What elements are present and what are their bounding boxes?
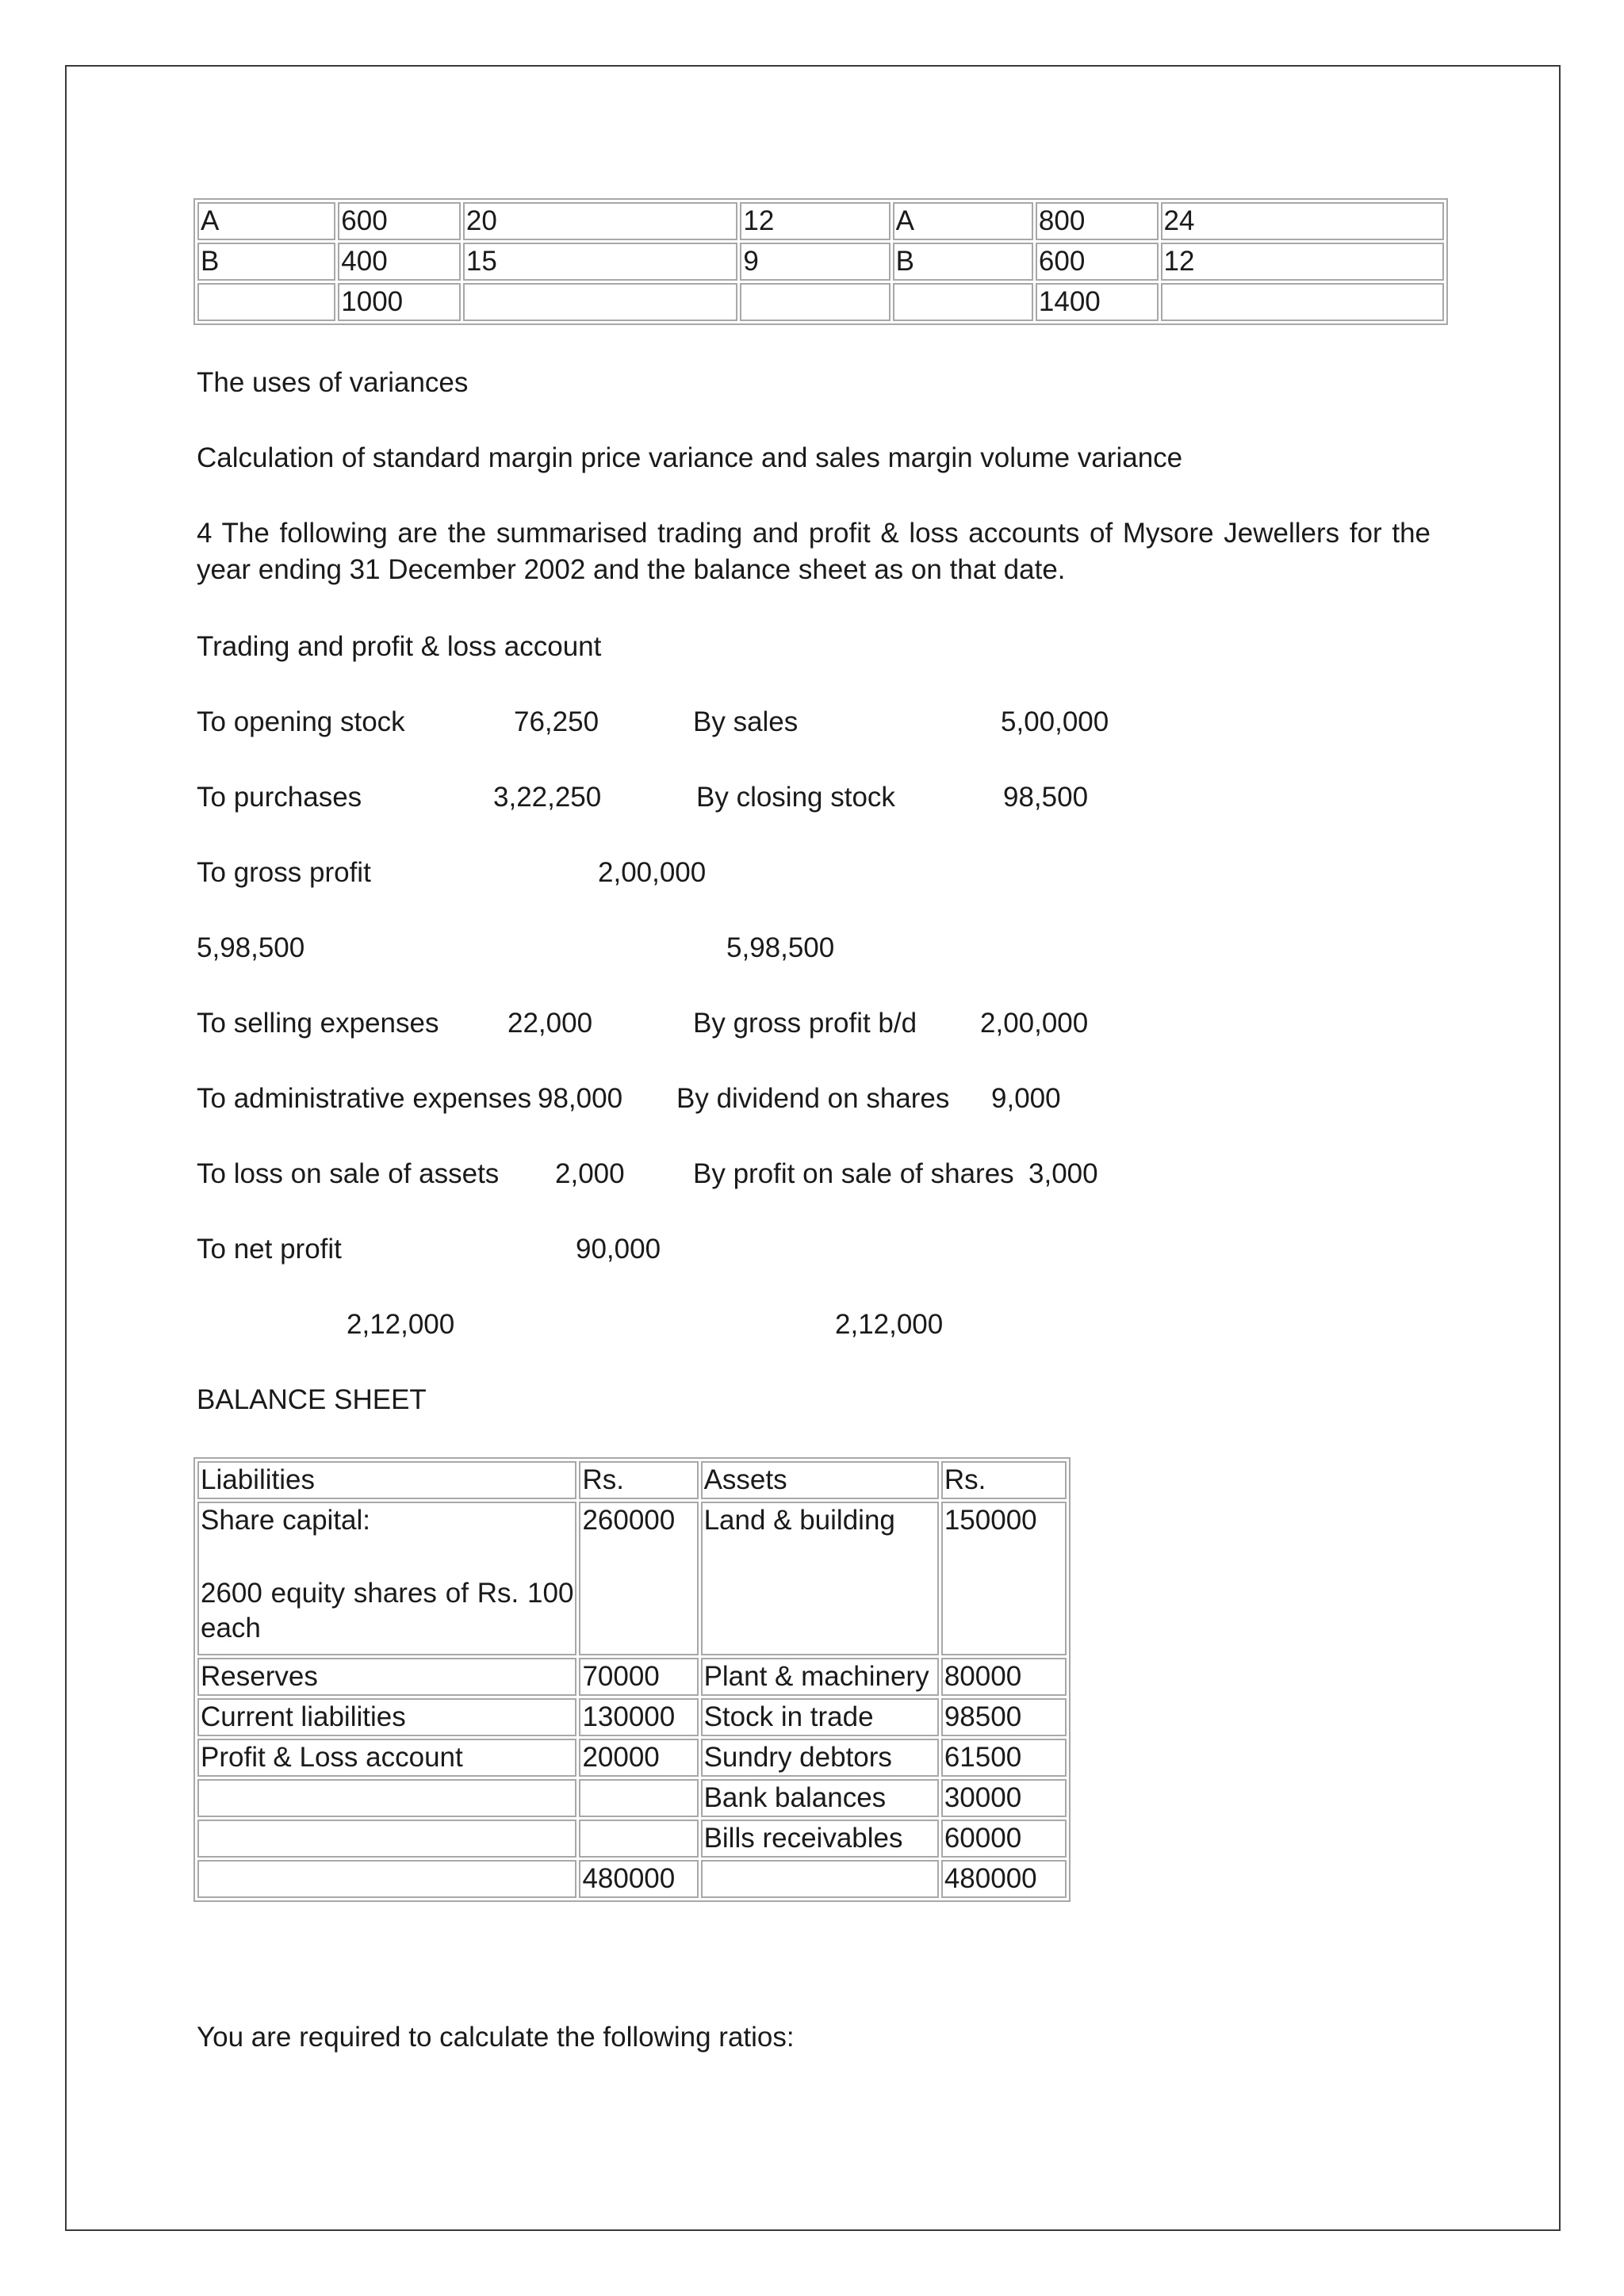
table-cell: 98500 — [941, 1698, 1067, 1736]
table-cell: 24 — [1161, 202, 1444, 240]
share-capital-label: Share capital: — [201, 1505, 371, 1536]
table-cell: 400 — [338, 243, 461, 281]
table-row — [197, 1461, 1067, 1499]
uses-of-variances-text: The uses of variances — [197, 367, 469, 398]
table-row — [197, 1820, 1067, 1858]
table-cell — [197, 1779, 576, 1817]
table-cell: 1400 — [1036, 283, 1159, 321]
table-cell: 15 — [463, 243, 737, 281]
table-cell: Profit & Loss account — [197, 1739, 576, 1777]
dividend-amount: 9,000 — [991, 1083, 1061, 1114]
table-cell — [463, 283, 737, 321]
table-cell: 1000 — [338, 283, 461, 321]
net-profit-amount: 90,000 — [576, 1234, 661, 1265]
table-cell: A — [197, 202, 335, 240]
table-cell — [579, 1820, 698, 1858]
table-cell: 70000 — [579, 1658, 698, 1696]
loss-on-assets-label: To loss on sale of assets — [197, 1158, 500, 1189]
table-cell: Bills receivables — [701, 1820, 939, 1858]
table-row — [197, 1502, 1067, 1655]
land-building-label: Land & building — [701, 1502, 939, 1655]
gross-profit-label: To gross profit — [197, 857, 371, 888]
question-4-paragraph: 4 The following are the summarised trading and profit & loss accounts of Mysore Jewellers for the year ending 31 December 2002 and the balance sheet as on that date. — [197, 518, 1431, 585]
table-cell — [893, 283, 1033, 321]
dividend-label: By dividend on shares — [676, 1083, 950, 1114]
variance-table — [193, 198, 1448, 325]
admin-expenses-amount: 98,000 — [538, 1083, 623, 1114]
table-cell: A — [893, 202, 1033, 240]
table-cell: 600 — [338, 202, 461, 240]
table-row — [197, 283, 1444, 321]
grand-total-right: 2,12,000 — [835, 1309, 944, 1340]
table-cell — [197, 1820, 576, 1858]
opening-stock-amount: 76,250 — [514, 706, 599, 737]
table-cell: 130000 — [579, 1698, 698, 1736]
table-cell — [579, 1779, 698, 1817]
purchases-label: To purchases — [197, 782, 362, 813]
selling-expenses-label: To selling expenses — [197, 1008, 439, 1039]
share-capital-cell — [197, 1502, 576, 1655]
table-cell: 600 — [1036, 243, 1159, 281]
table-row — [197, 202, 1444, 240]
table-cell: 20000 — [579, 1739, 698, 1777]
selling-expenses-amount: 22,000 — [508, 1008, 593, 1039]
table-cell: 20 — [463, 202, 737, 240]
balance-sheet-table — [193, 1457, 1071, 1902]
table-row — [197, 1698, 1067, 1736]
liabilities-header: Liabilities — [197, 1461, 576, 1499]
closing-stock-amount: 98,500 — [1003, 782, 1089, 813]
table-cell: 800 — [1036, 202, 1159, 240]
gross-profit-bd-amount: 2,00,000 — [980, 1008, 1089, 1039]
table-cell: 9 — [740, 243, 890, 281]
table-cell: 61500 — [941, 1739, 1067, 1777]
table-cell: 480000 — [941, 1860, 1067, 1898]
share-capital-detail: 2600 equity shares of Rs. 100 each — [201, 1578, 574, 1644]
share-capital-amount: 260000 — [579, 1502, 698, 1655]
table-cell: 30000 — [941, 1779, 1067, 1817]
table-cell — [740, 283, 890, 321]
purchases-amount: 3,22,250 — [493, 782, 602, 813]
opening-stock-label: To opening stock — [197, 706, 405, 737]
table-cell: 80000 — [941, 1658, 1067, 1696]
table-cell: Current liabilities — [197, 1698, 576, 1736]
table-cell: Bank balances — [701, 1779, 939, 1817]
table-cell — [197, 283, 335, 321]
table-cell: B — [893, 243, 1033, 281]
table-cell — [197, 1860, 576, 1898]
loss-on-assets-amount: 2,000 — [555, 1158, 625, 1189]
table-cell: 12 — [1161, 243, 1444, 281]
gross-profit-amount: 2,00,000 — [598, 857, 707, 888]
gross-profit-bd-label: By gross profit b/d — [693, 1008, 917, 1039]
table-row — [197, 1779, 1067, 1817]
table-cell: 480000 — [579, 1860, 698, 1898]
sales-label: By sales — [693, 706, 799, 737]
sales-amount: 5,00,000 — [1001, 706, 1109, 737]
trading-account-title: Trading and profit & loss account — [197, 631, 602, 662]
table-row — [197, 1658, 1067, 1696]
required-ratios-text: You are required to calculate the following ratios: — [197, 2022, 795, 2053]
net-profit-label: To net profit — [197, 1234, 342, 1265]
trading-total-right: 5,98,500 — [726, 932, 835, 963]
table-cell — [1161, 283, 1444, 321]
table-cell: Stock in trade — [701, 1698, 939, 1736]
table-cell: B — [197, 243, 335, 281]
table-cell: Reserves — [197, 1658, 576, 1696]
table-row — [197, 1860, 1067, 1898]
rs-header: Rs. — [579, 1461, 698, 1499]
land-building-amount: 150000 — [941, 1502, 1067, 1655]
table-row — [197, 1739, 1067, 1777]
table-cell — [701, 1860, 939, 1898]
table-cell: 60000 — [941, 1820, 1067, 1858]
assets-header: Assets — [701, 1461, 939, 1499]
rs-header: Rs. — [941, 1461, 1067, 1499]
table-row — [197, 243, 1444, 281]
table-cell: 12 — [740, 202, 890, 240]
calculation-text: Calculation of standard margin price variance and sales margin volume variance — [197, 442, 1183, 473]
closing-stock-label: By closing stock — [696, 782, 895, 813]
grand-total-left: 2,12,000 — [347, 1309, 455, 1340]
trading-total-left: 5,98,500 — [197, 932, 305, 963]
balance-sheet-title: BALANCE SHEET — [197, 1384, 427, 1415]
table-cell: Plant & machinery — [701, 1658, 939, 1696]
profit-on-shares-amount: 3,000 — [1028, 1158, 1098, 1189]
profit-on-shares-label: By profit on sale of shares — [693, 1158, 1014, 1189]
admin-expenses-label: To administrative expenses — [197, 1083, 532, 1114]
table-cell: Sundry debtors — [701, 1739, 939, 1777]
